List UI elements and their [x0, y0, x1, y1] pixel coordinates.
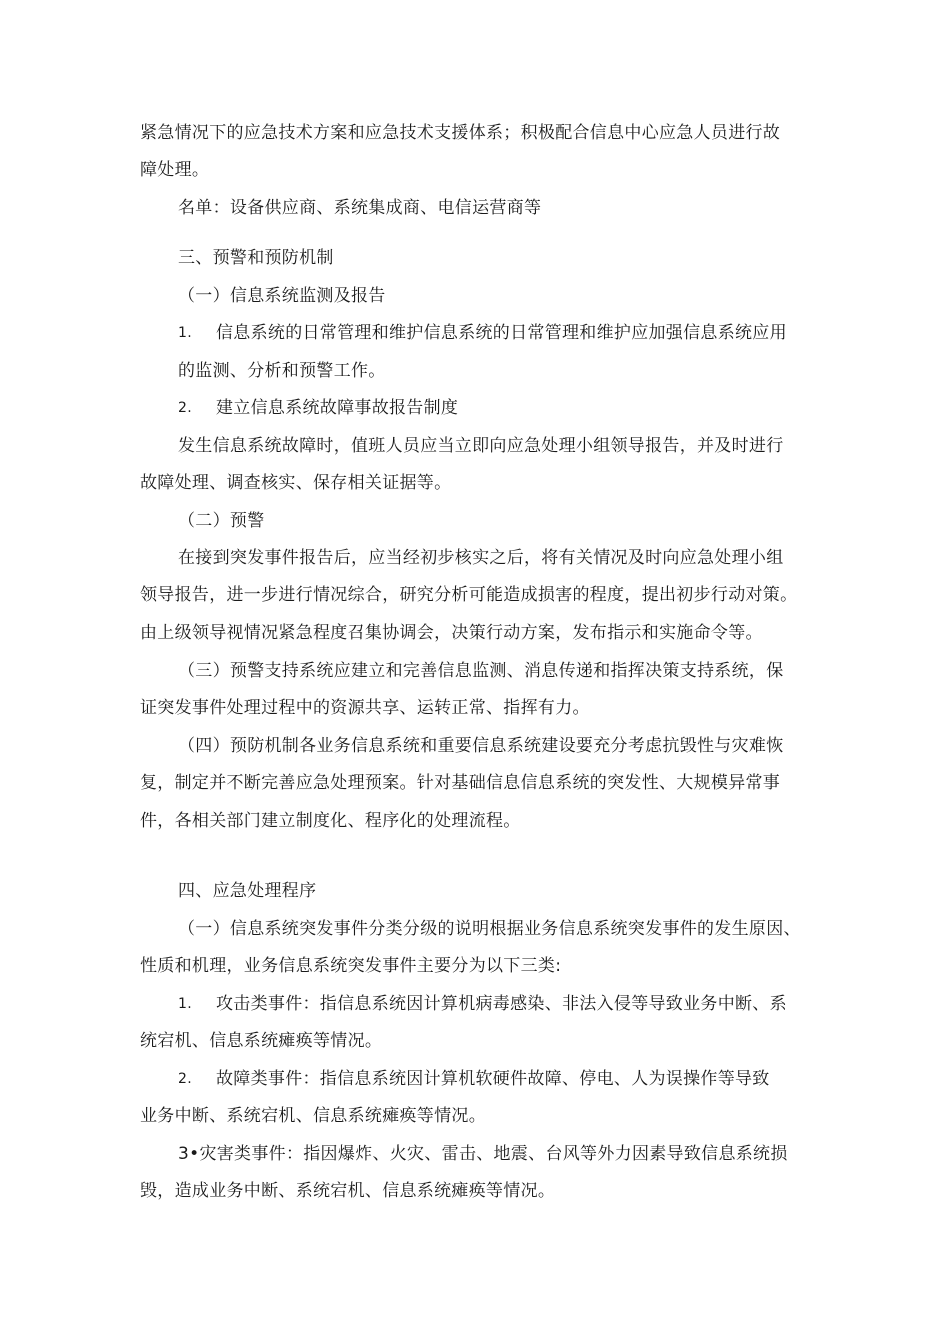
- line-text: 统宕机、信息系统瘫痪等情况。: [140, 1031, 383, 1051]
- text-line: [0, 580, 950, 610]
- text-line: [0, 356, 950, 386]
- list-number: 2.: [178, 400, 192, 416]
- line-text: 复，制定并不断完善应急处理预案。针对基础信息信息系统的突发性、大规模异常事: [140, 773, 781, 793]
- line-text: 性质和机理，业务信息系统突发事件主要分为以下三类:: [140, 956, 562, 976]
- list-item: [0, 318, 950, 348]
- list-number: 1.: [178, 996, 192, 1012]
- text-line: [0, 731, 950, 761]
- text-line: [0, 118, 950, 148]
- list-item: [0, 393, 950, 423]
- line-text: 攻击类事件：指信息系统因计算机病毒感染、非法入侵等导致业务中断、系: [216, 994, 787, 1014]
- line-text: 证突发事件处理过程中的资源共享、运转正常、指挥有力。: [140, 698, 590, 718]
- text-line: [0, 618, 950, 648]
- line-text: 四、应急处理程序: [178, 881, 317, 901]
- section-heading: [0, 243, 950, 273]
- text-line: [0, 193, 950, 223]
- list-number: 2.: [178, 1071, 192, 1087]
- line-text: 毁，造成业务中断、系统宕机、信息系统瘫痪等情况。: [140, 1181, 556, 1201]
- line-text: 由上级领导视情况紧急程度召集协调会，决策行动方案，发布指示和实施命令等。: [140, 623, 763, 643]
- list-item: [0, 989, 950, 1019]
- text-line: [0, 951, 950, 981]
- text-line: [0, 914, 950, 944]
- line-text: （一）信息系统突发事件分类分级的说明根据业务信息系统突发事件的发生原因、: [178, 919, 801, 939]
- line-text: 故障类事件：指信息系统因计算机软硬件故障、停电、人为误操作等导致: [216, 1069, 770, 1089]
- line-text: 3•灾害类事件：指因爆炸、火灾、雷击、地震、台风等外力因素导致信息系统损: [178, 1144, 788, 1164]
- line-text: 障处理。: [140, 160, 210, 180]
- line-text: 领导报告，进一步进行情况综合，研究分析可能造成损害的程度，提出初步行动对策。: [140, 585, 798, 605]
- line-text: （一）信息系统监测及报告: [178, 286, 386, 306]
- line-text: 发生信息系统故障时，值班人员应当立即向应急处理小组领导报告，并及时进行: [178, 436, 784, 456]
- text-line: [0, 431, 950, 461]
- list-item: [0, 1064, 950, 1094]
- text-line: [0, 806, 950, 836]
- line-text: 的监测、分析和预警工作。: [178, 361, 386, 381]
- line-text: 建立信息系统故障事故报告制度: [216, 398, 459, 418]
- line-text: （二）预警: [178, 511, 265, 531]
- text-line: [0, 468, 950, 498]
- line-text: （四）预防机制各业务信息系统和重要信息系统建设要充分考虑抗毁性与灾难恢: [178, 736, 784, 756]
- text-line: [0, 155, 950, 185]
- text-line: [0, 768, 950, 798]
- line-text: （三）预警支持系统应建立和完善信息监测、消息传递和指挥决策支持系统，保: [178, 661, 784, 681]
- line-text: 紧急情况下的应急技术方案和应急技术支援体系；积极配合信息中心应急人员进行故: [140, 123, 781, 143]
- section-heading: [0, 876, 950, 906]
- line-text: 件，各相关部门建立制度化、程序化的处理流程。: [140, 811, 521, 831]
- line-text: 在接到突发事件报告后，应当经初步核实之后，将有关情况及时向应急处理小组: [178, 548, 784, 568]
- list-number: 1.: [178, 325, 192, 341]
- subsection-heading: [0, 506, 950, 536]
- text-line: [0, 1026, 950, 1056]
- line-text: 故障处理、调查核实、保存相关证据等。: [140, 473, 452, 493]
- text-line: [0, 656, 950, 686]
- text-line: [0, 543, 950, 573]
- line-text: 名单：设备供应商、系统集成商、电信运营商等: [178, 198, 542, 218]
- line-text: 业务中断、系统宕机、信息系统瘫痪等情况。: [140, 1106, 486, 1126]
- subsection-heading: [0, 281, 950, 311]
- text-line: [0, 693, 950, 723]
- line-text: 信息系统的日常管理和维护信息系统的日常管理和维护应加强信息系统应用: [216, 323, 787, 343]
- text-line: [0, 1101, 950, 1131]
- line-text: 三、预警和预防机制: [178, 248, 334, 268]
- text-line: [0, 1176, 950, 1206]
- text-line: [0, 1139, 950, 1169]
